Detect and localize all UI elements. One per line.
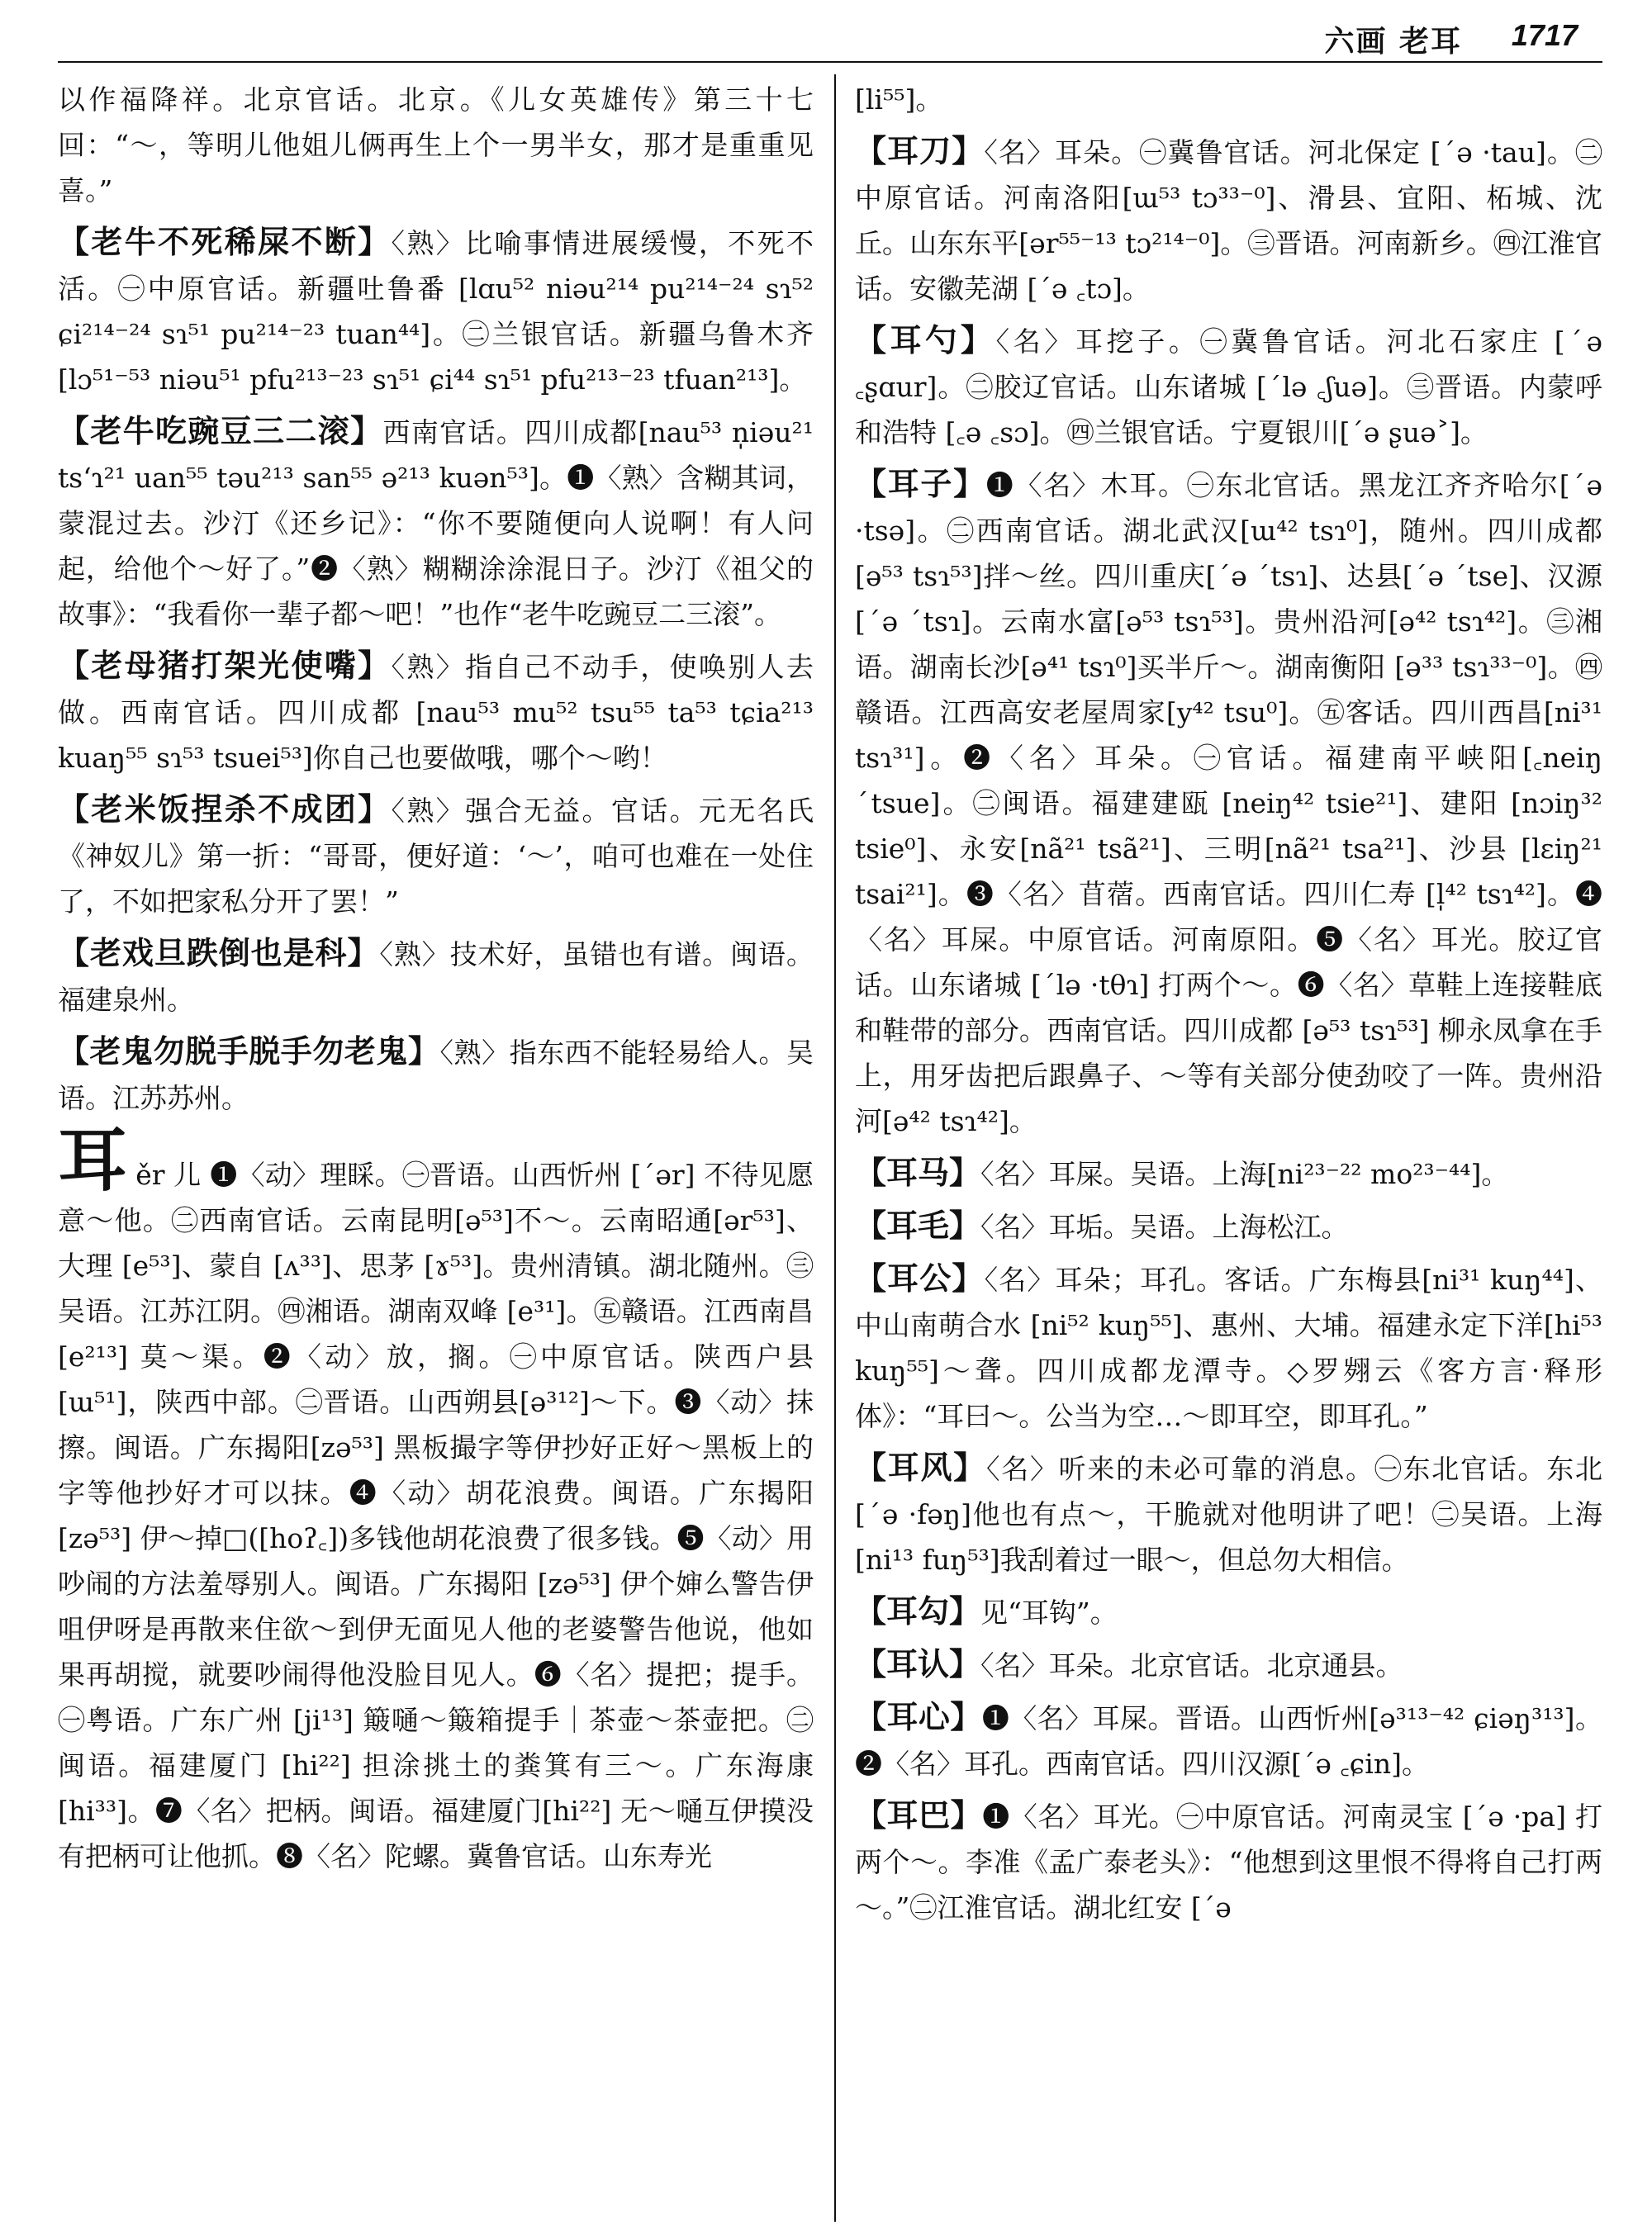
entry-text: ❶〈名〉耳屎。晋语。山西忻州[ə³¹³⁻⁴² ɕiəŋ³¹³]。❷〈名〉耳孔。西南官话。四川汉源[ˊə ꜀ɕin]。 xyxy=(855,1702,1602,1780)
entry xyxy=(58,220,814,402)
entry-headword: 【老戏旦跌倒也是科】 xyxy=(58,935,380,971)
entry-headword: 【耳毛】 xyxy=(855,1208,981,1244)
entry xyxy=(855,1256,1602,1439)
entry xyxy=(855,1589,1602,1635)
entry-headword: 【老鬼勿脱手脱手勿老鬼】 xyxy=(58,1033,440,1070)
entry-text: 〈名〉听来的未必可靠的消息。㊀东北官话。东北[ˊə ·fəŋ]他也有点～，干脆就对他明讲了吧！㊁吴语。上海[ni¹³ fuŋ⁵³]我刮着过一眼～，但总勿大相信。 xyxy=(855,1453,1602,1576)
entry-text: 〈熟〉指自己不动手，使唤别人去做。西南官话。四川成都 [nau⁵³ mu⁵² tsu⁵⁵ ta⁵³ tɕia²¹³ kuaŋ⁵⁵ sɿ⁵³ tsuei⁵³]你自己也要做哦，哪个～哟！ xyxy=(58,651,814,774)
page-number: 1717 xyxy=(1511,18,1578,52)
entry-text: 〈名〉耳朵。北京官话。北京通县。 xyxy=(980,1649,1403,1682)
entry-headword: 【耳马】 xyxy=(855,1155,981,1191)
entry-text: 〈熟〉强合无益。官话。元无名氏《神奴儿》第一折：“哥哥，便好道：‘～’，咱可也难在一处住了，不如把家私分开了罢！” xyxy=(58,795,814,918)
entry xyxy=(855,1203,1602,1250)
entry-text: 〈名〉耳朵。㊀冀鲁官话。河北保定 [ˊə ·tau]。㊁中原官话。河南洛阳[ɯ⁵³ tɔ³³⁻⁰]、滑县、宜阳、柘城、沈丘。山东东平[ər⁵⁵⁻¹³ tɔ²¹⁴⁻⁰]。㊂晋语。河南新乡。㊃江淮官话。安徽芜湖 [ˊə ꜀tɔ]。 xyxy=(855,136,1602,305)
entry-text: ❶〈名〉耳光。㊀中原官话。河南灵宝 [ˊə ·pa] 打两个～。李准《孟广泰老头》：“他想到这里恨不得将自己打两～。”㊁江淮官话。湖北红安 [ˊə xyxy=(855,1801,1602,1924)
entry xyxy=(58,76,814,213)
entry-headword: 【耳子】 xyxy=(855,466,986,502)
left-column xyxy=(58,76,814,2215)
entry xyxy=(58,1120,814,1879)
entry-headword: 【耳勺】 xyxy=(855,322,996,358)
entry xyxy=(855,1642,1602,1688)
page-header xyxy=(0,0,1652,64)
entry-headword: 【耳勾】 xyxy=(855,1593,981,1630)
entry-headword: 【耳风】 xyxy=(855,1450,986,1486)
entry xyxy=(855,1151,1602,1197)
entry-text: 〈熟〉技术好，虽错也有谱。闽语。福建泉州。 xyxy=(58,938,814,1016)
entry-text: 见“耳钩”。 xyxy=(980,1597,1118,1629)
entry xyxy=(855,1695,1602,1786)
entry xyxy=(58,931,814,1022)
entry xyxy=(855,318,1602,455)
entry-text: 西南官话。四川成都[nau⁵³ n̩iəu²¹ tsʻɿ²¹ uan⁵⁵ təu²¹³ san⁵⁵ ə²¹³ kuən⁵³]。❶〈熟〉含糊其词，蒙混过去。沙汀《还乡记》：“你不要随便向人说啊！有人问起，给他个～好了。”❷〈熟〉糊糊涂涂混日子。沙汀《祖父的故事》：“我看你一辈子都～吧！”也作“老牛吃豌豆二三滚”。 xyxy=(58,416,814,630)
entry xyxy=(855,1793,1602,1930)
entry-headword: 【老牛不死稀屎不断】 xyxy=(58,224,392,260)
entry xyxy=(855,462,1602,1144)
header-rule xyxy=(58,61,1602,63)
entry xyxy=(58,643,814,780)
entry xyxy=(58,787,814,924)
entry xyxy=(855,76,1602,122)
entry-text: 〈熟〉指东西不能轻易给人。吴语。江苏苏州。 xyxy=(58,1037,814,1114)
entry-text: [li⁵⁵]。 xyxy=(855,83,943,116)
entry-text: ❶〈名〉木耳。㊀东北官话。黑龙江齐齐哈尔[ˊə ·tsə]。㊁西南官话。湖北武汉[ɯ⁴² tsɿ⁰]，随州。四川成都[ə⁵³ tsɿ⁵³]拌～丝。四川重庆[ˊə ˊtsɿ]、达县[ˊə ˊtse]、汉源[ˊə ˊtsɿ]。云南水富[ə⁵³ tsɿ⁵³]。贵州沿河[ə⁴² tsɿ⁴²]。㊂湘语。湖南长沙[ə⁴¹ tsɿ⁰]买半斤～。湖南衡阳 [ə³³ tsɿ³³⁻⁰]。㊃赣语。江西高安老屋周家[y⁴² tsu⁰]。㊄客话。四川西昌[ni³¹ tsɿ³¹]。❷〈名〉耳朵。㊀官话。福建南平峡阳[꜀neiŋ ˊtsue]。㊁闽语。福建建瓯 [neiŋ⁴² tsie²¹]、建阳 [nɔiŋ³² tsie⁰]、永安[nã²¹ tsã²¹]、三明[nã²¹ tsa²¹]、沙县 [lɛiŋ²¹ tsai²¹]。❸〈名〉苜蓿。西南官话。四川仁寿 [l̩⁴² tsɿ⁴²]。❹〈名〉耳屎。中原官话。河南原阳。❺〈名〉耳光。胶辽官话。山东诸城 [ˊlə ·tθɿ] 打两个～。❻〈名〉草鞋上连接鞋底和鞋带的部分。西南官话。四川成都 [ə⁵³ tsɿ⁵³] 柳永凤拿在手上，用牙齿把后跟鼻子、～等有关部分使劲咬了一阵。贵州沿河[ə⁴² tsɿ⁴²]。 xyxy=(855,469,1602,1137)
entry-text: ěr 儿 ❶〈动〉理睬。㊀晋语。山西忻州 [ˊər] 不待见愿意～他。㊁西南官话。云南昆明[ə⁵³]不～。云南昭通[ər⁵³]、大理 [e⁵³]、蒙自 [ʌ³³]、思茅 [ɤ⁵³]。贵州清镇。湖北随州。㊂吴语。江苏江阴。㊃湘语。湖南双峰 [e³¹]。㊄赣语。江西南昌 [e²¹³] 莫～渠。❷〈动〉放，搁。㊀中原官话。陕西户县[ɯ⁵¹]，陕西中部。㊁晋语。山西朔县[ə³¹²]～下。❸〈动〉抹擦。闽语。广东揭阳[zə⁵³] 黑板撮字等伊抄好正好～黑板上的字等他抄好才可以抹。❹〈动〉胡花浪费。闽语。广东揭阳[zə⁵³] 伊～掉□([hoʔ꜀])多钱他胡花浪费了很多钱。❺〈动〉用吵闹的方法羞辱别人。闽语。广东揭阳 [zə⁵³] 伊个婶么警告伊咀伊呀是再散来住欲～到伊无面见人他的老婆警告他说，他如果再胡搅，就要吵闹得他没脸目见人。❻〈名〉提把；提手。㊀粤语。广东广州 [ji¹³] 簸嗵～簸箱提手｜茶壶～茶壶把。㊁闽语。福建厦门 [hi²²] 担涂挑土的粪箕有三～。广东海康[hi³³]。❼〈名〉把柄。闽语。福建厦门[hi²²] 无～嗵互伊摸没有把柄可让他抓。❽〈名〉陀螺。冀鲁官话。山东寿光 xyxy=(58,1159,814,1872)
entry-headword: 【老牛吃豌豆三二滚】 xyxy=(58,413,383,449)
entry-headword: 【老母猪打架光使嘴】 xyxy=(58,648,392,684)
right-column xyxy=(855,76,1602,2215)
entry-text: 〈名〉耳屎。吴语。上海[ni²³⁻²² mo²³⁻⁴⁴]。 xyxy=(980,1158,1509,1190)
entry-headword: 【耳心】 xyxy=(855,1699,982,1735)
entry-text: 以作福降祥。北京官话。北京。《儿女英雄传》第三十七回：“～，等明儿他姐儿俩再生上个一男半女，那才是重重见喜。” xyxy=(58,83,814,206)
column-divider xyxy=(834,74,836,2222)
character-headword: 耳 xyxy=(58,1120,128,1201)
entry-headword: 【耳公】 xyxy=(855,1260,985,1297)
entry-text: 〈名〉耳垢。吴语。上海松江。 xyxy=(980,1211,1349,1243)
entry-text: 〈名〉耳朵；耳孔。客话。广东梅县[ni³¹ kuŋ⁴⁴]、中山南萌合水 [ni⁵² kuŋ⁵⁵]、惠州、大埔。福建永定下洋[hi⁵³ kuŋ⁵⁵]～聋。四川成都龙潭寺。◇罗翙云《客方言·释形体》：“耳曰～。公当为空…～即耳空，即耳孔。” xyxy=(855,1264,1602,1432)
entry xyxy=(855,129,1602,311)
entry-text: 〈熟〉比喻事情进展缓慢，不死不活。㊀中原官话。新疆吐鲁番 [lɑu⁵² niəu²¹⁴ pu²¹⁴⁻²⁴ sɿ⁵² ɕi²¹⁴⁻²⁴ sɿ⁵¹ pu²¹⁴⁻²³ tuan⁴⁴]。㊁兰银官话。新疆乌鲁木齐[lɔ⁵¹⁻⁵³ niəu⁵¹ pfu²¹³⁻²³ sɿ⁵¹ ɕi⁴⁴ sɿ⁵¹ pfu²¹³⁻²³ tfuan²¹³]。 xyxy=(58,227,814,396)
entry-headword: 【耳刀】 xyxy=(855,133,985,169)
entry-headword: 【耳巴】 xyxy=(855,1797,983,1834)
entry-headword: 【老米饭捏杀不成团】 xyxy=(58,791,392,828)
entry-text: 〈名〉耳挖子。㊀冀鲁官话。河北石家庄 [ˊə ꜀ʂɑur]。㊁胶辽官话。山东诸城 [ˊlə ꜀ʃuə]。㊂晋语。内蒙呼和浩特 [꜀ə ꜀sɔ]。㊃兰银官话。宁夏银川[ˊə ʂuə˃]。 xyxy=(855,325,1602,448)
entry xyxy=(58,409,814,637)
entry-headword: 【耳认】 xyxy=(855,1646,981,1682)
entry xyxy=(58,1029,814,1121)
entry xyxy=(855,1445,1602,1582)
running-title: 六画 老耳 xyxy=(1324,25,1462,59)
